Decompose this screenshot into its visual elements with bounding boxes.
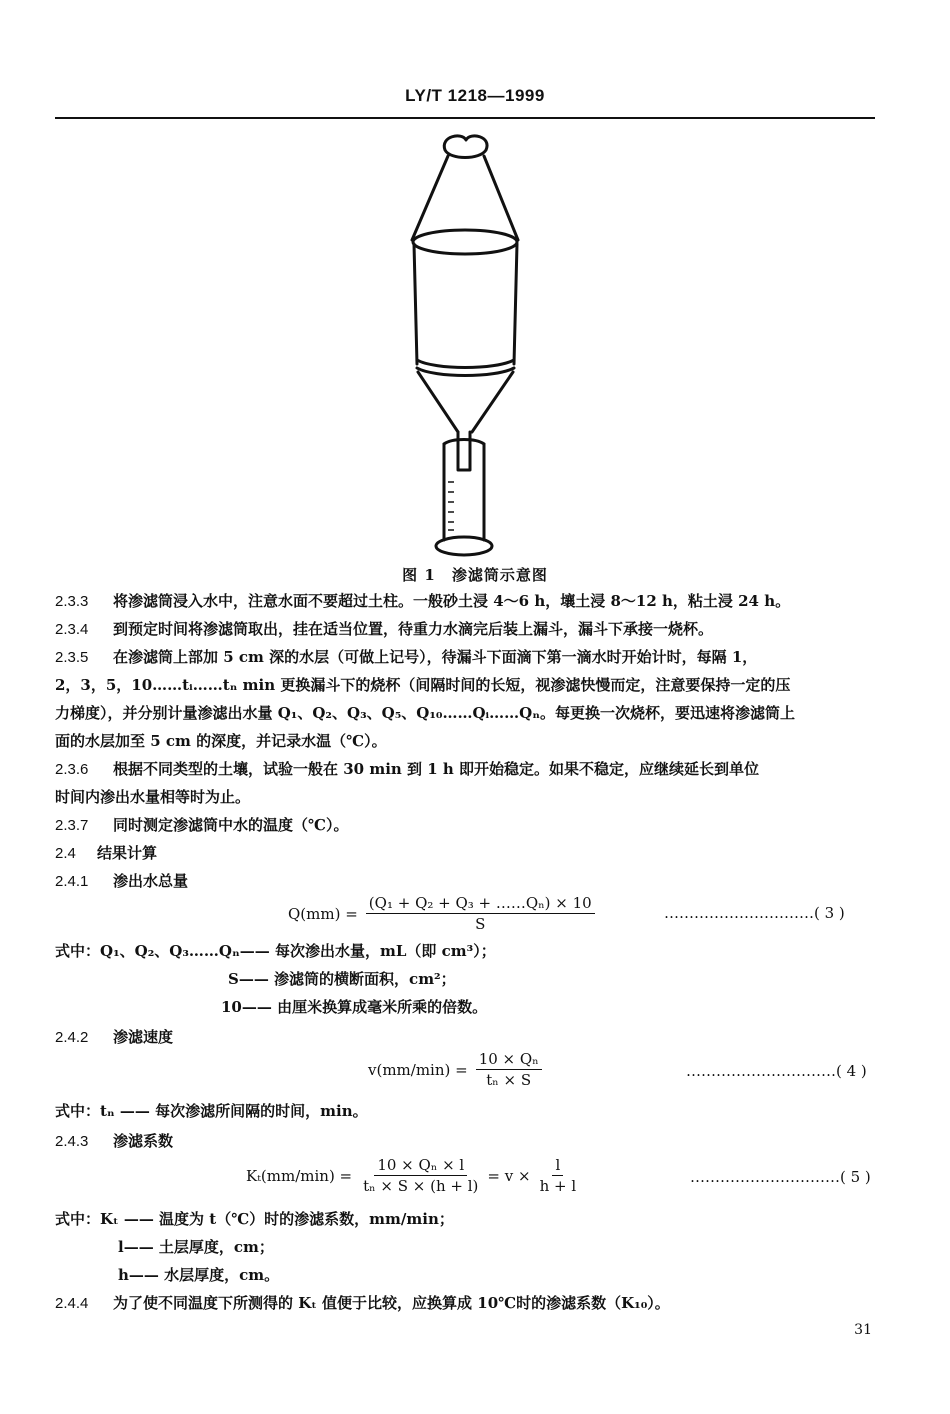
fraction [476, 1050, 542, 1089]
section-2-3-5-line-4: 面的水层加至 5 cm 的深度，并记录水温（℃）。 [55, 732, 387, 750]
formula-4-leader [686, 1062, 867, 1080]
cylinder-right-wall [514, 244, 517, 364]
section-2-3-6 [55, 758, 759, 781]
section-number: 2.4.4 [55, 1295, 89, 1312]
formula-3 [288, 894, 601, 933]
infiltration-cylinder-figure [400, 132, 530, 562]
section-text: 到预定时间将渗滤筒取出，挂在适当位置，待重力水滴完后装上漏斗，漏斗下承接一烧杯。 [113, 620, 714, 638]
numerator: l [552, 1156, 563, 1176]
definition-10: 10—— 由厘米换算成毫米所乘的倍数。 [221, 998, 488, 1016]
section-2-4-2 [55, 1026, 173, 1049]
equation-number: ( 4 ) [836, 1062, 867, 1080]
section-2-3-6-line-2: 时间内渗出水量相等时为止。 [55, 788, 251, 806]
dot-leader: ………………………… [690, 1168, 840, 1186]
dot-leader: ………………………… [686, 1062, 836, 1080]
funnel [418, 372, 513, 432]
graduated-cylinder-base [436, 537, 492, 555]
page-number: 31 [854, 1322, 872, 1338]
formula-5 [246, 1156, 585, 1195]
fraction [366, 894, 595, 933]
hanging-cord-left [412, 156, 448, 240]
numerator: 10 × Qₙ [476, 1050, 542, 1070]
section-heading: 渗出水总量 [113, 872, 189, 890]
section-number: 2.3.7 [55, 817, 89, 834]
definition-l: l—— 土层厚度，cm； [118, 1238, 274, 1256]
section-2-3-5 [55, 646, 757, 669]
figure-caption: 图 1 渗滤筒示意图 [402, 566, 548, 584]
fraction [360, 1156, 481, 1195]
formula-lhs: v(mm/min) = [368, 1060, 468, 1079]
formula-lhs: Kₜ(mm/min) = [246, 1166, 353, 1185]
section-heading: 渗滤系数 [113, 1132, 174, 1150]
graduated-cylinder-top [444, 440, 484, 445]
section-2-3-5-line-2: 2，3，5，10……tᵢ……tₙ min 更换漏斗下的烧杯（间隔时间的长短，视渗滤快慢而定，注意要保持一定的压 [55, 676, 791, 694]
section-number: 2.4 [55, 845, 76, 862]
section-heading: 结果计算 [97, 844, 158, 862]
section-2-3-3 [55, 590, 790, 613]
section-number: 2.3.6 [55, 761, 89, 778]
formula-lhs: Q(mm) = [288, 904, 358, 923]
definition-h: h—— 水层厚度，cm。 [118, 1266, 280, 1284]
numerator: (Q₁ + Q₂ + Q₃ + ……Qₙ) × 10 [366, 894, 595, 914]
dot-leader: ………………………… [664, 904, 814, 922]
equation-number: ( 5 ) [840, 1168, 871, 1186]
hanging-cord-right [484, 156, 518, 240]
section-text: 将渗滤筒浸入水中，注意水面不要超过土柱。一般砂土浸 4～6 h，壤土浸 8～12 h，粘土浸 24 h。 [113, 592, 791, 610]
section-number: 2.3.3 [55, 593, 89, 610]
section-number: 2.3.5 [55, 649, 89, 666]
section-number: 2.4.1 [55, 873, 89, 890]
section-number: 2.4.2 [55, 1029, 89, 1046]
section-number: 2.4.3 [55, 1133, 89, 1150]
standard-code-header: LY/T 1218—1999 [405, 86, 545, 105]
section-2-3-5-line-3: 力梯度），并分别计量渗滤出水量 Q₁、Q₂、Q₃、Q₅、Q₁₀……Qᵢ……Qₙ。每更换一次烧杯，要迅速将渗滤筒上 [55, 704, 795, 722]
formula-5-leader [690, 1168, 871, 1186]
equation-number: ( 3 ) [814, 904, 845, 922]
section-2-3-4 [55, 618, 713, 641]
formula-3-leader [664, 904, 845, 922]
numerator: 10 × Qₙ × l [374, 1156, 467, 1176]
section-text-line-1: 根据不同类型的土壤，试验一般在 30 min 到 1 h 即开始稳定。如果不稳定，应继续延长到单位 [113, 760, 760, 778]
section-number: 2.3.4 [55, 621, 89, 638]
section-2-4 [55, 842, 157, 865]
formula-4 [368, 1050, 548, 1089]
definition-kt: 式中：Kₜ —— 温度为 t（℃）时的渗滤系数，mm/min； [55, 1210, 454, 1228]
definition-q: 式中：Q₁、Q₂、Q₃……Qₙ—— 每次渗出水量，mL（即 cm³）； [55, 942, 496, 960]
cylinder-left-wall [414, 244, 417, 364]
graduation-marks [448, 482, 454, 530]
cylinder-top-rim [413, 230, 517, 254]
cylinder-bottom-band [417, 360, 514, 368]
section-text-line-1: 在渗滤筒上部加 5 cm 深的水层（可做上记号），待漏斗下面滴下第一滴水时开始计时，每隔 1， [113, 648, 758, 666]
section-text: 同时测定渗滤筒中水的温度（℃）。 [113, 816, 349, 834]
funnel-stem [458, 432, 470, 470]
definition-s: S—— 渗滤筒的横断面积，cm²； [228, 970, 456, 988]
section-text: 为了使不同温度下所测得的 Kₜ 值便于比较，应换算成 10℃时的渗滤系数（K₁₀）。 [113, 1294, 670, 1312]
denominator: h + l [539, 1177, 577, 1195]
section-2-4-1 [55, 870, 188, 893]
fraction-2 [537, 1156, 580, 1195]
header-rule [55, 117, 875, 119]
section-2-4-4 [55, 1292, 670, 1315]
formula-mid: = v × [487, 1166, 531, 1185]
definition-tn: 式中：tₙ —— 每次渗滤所间隔的时间，min。 [55, 1102, 368, 1120]
cylinder-bottom-band-2 [417, 368, 514, 376]
section-2-3-7 [55, 814, 348, 837]
hanging-loop [444, 136, 487, 158]
denominator: tₙ × S × (h + l) [363, 1177, 479, 1195]
section-2-4-3 [55, 1130, 173, 1153]
section-heading: 渗滤速度 [113, 1028, 174, 1046]
denominator: tₙ × S [486, 1071, 532, 1089]
denominator: S [475, 915, 486, 933]
